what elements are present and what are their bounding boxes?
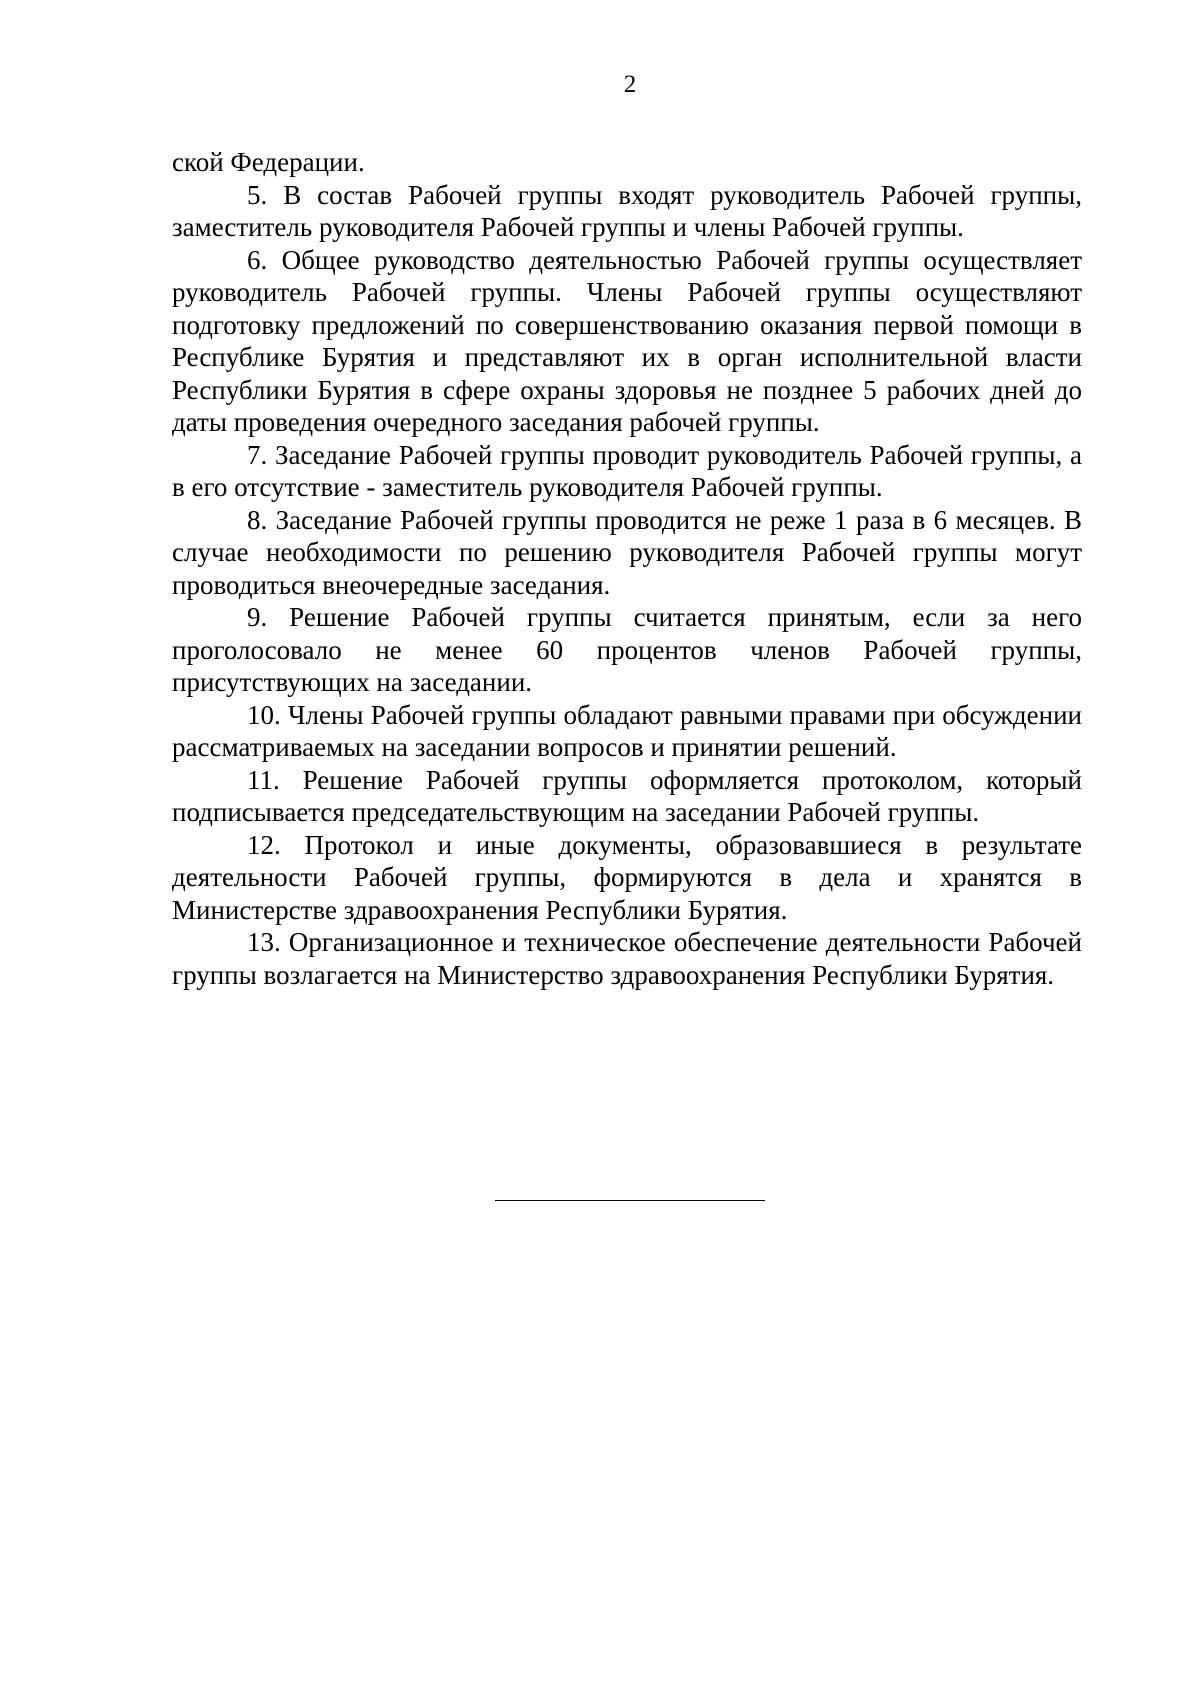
paragraph-item-10: 10. Члены Рабочей группы обладают равными правами при обсуждении рассматриваемых на заседании вопросов и принятии решений. <box>172 699 1082 762</box>
paragraph-item-5: 5. В состав Рабочей группы входят руководитель Рабочей группы, заместитель руководителя Рабочей группы и члены Рабочей группы. <box>172 179 1082 242</box>
paragraph-item-12: 12. Протокол и иные документы, образовавшиеся в результате деятельности Рабочей группы, формируются в дела и хранятся в Министерстве здравоохранения Республики Бурятия. <box>172 829 1082 925</box>
paragraph-item-8: 8. Заседание Рабочей группы проводится не реже 1 раза в 6 месяцев. В случае необходимости по решению руководителя Рабочей группы могут проводиться внеочередные заседания. <box>172 504 1082 600</box>
paragraph-continuation: ской Федерации. <box>172 147 365 177</box>
paragraph-item-6: 6. Общее руководство деятельностью Рабочей группы осуществляет руководитель Рабочей группы. Члены Рабочей группы осуществляют подготовку предложений по совершенствованию оказания первой помощи в Республике Бурятия и представляют их в орган исполнительной власти Республики Бурятия в сфере охраны здоровья не позднее 5 рабочих дней до даты проведения очередного заседания рабочей группы. <box>172 244 1082 437</box>
end-of-document-rule <box>495 1200 765 1201</box>
page-number: 2 <box>623 71 637 98</box>
paragraph-item-7: 7. Заседание Рабочей группы проводит руководитель Рабочей группы, а в его отсутствие - заместитель руководителя Рабочей группы. <box>172 439 1082 502</box>
paragraph-item-9: 9. Решение Рабочей группы считается принятым, если за него проголосовало не менее 60 процентов членов Рабочей группы, присутствующих на заседании. <box>172 602 1082 697</box>
paragraph-item-11: 11. Решение Рабочей группы оформляется протоколом, который подписывается председательствующим на заседании Рабочей группы. <box>172 764 1082 827</box>
paragraph-item-13: 13. Организационное и техническое обеспечение деятельности Рабочей группы возлагается на Министерство здравоохранения Республики Бурятия. <box>172 927 1082 990</box>
document-body <box>172 146 1082 991</box>
